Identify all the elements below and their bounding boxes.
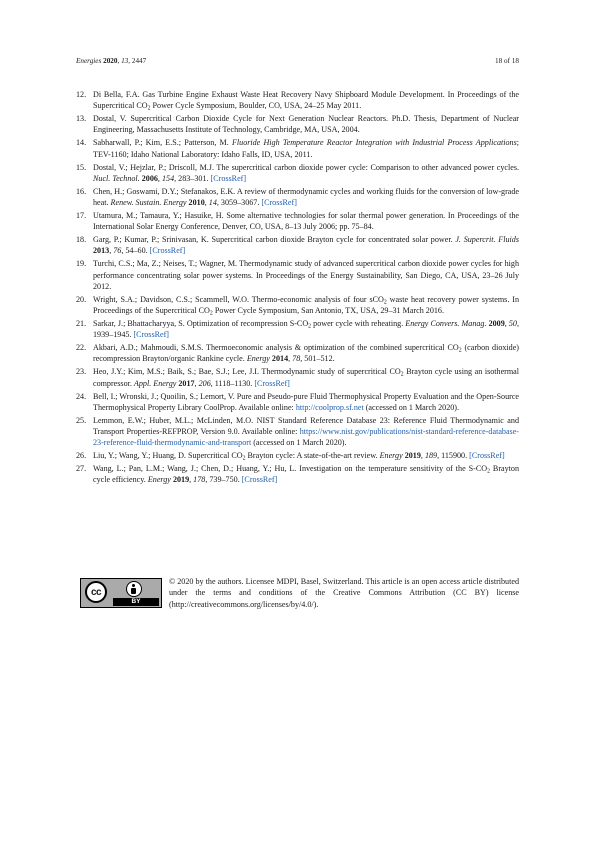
italic-text: Energy <box>147 475 171 485</box>
reference-link[interactable]: [CrossRef] <box>469 451 505 461</box>
reference-number: 23. <box>76 367 87 377</box>
italic-text: J. Supercrit. Fluids <box>455 235 519 245</box>
year-text: 2017 <box>178 378 195 388</box>
reference-text: power cycle with reheating. <box>311 318 406 328</box>
reference-item <box>76 391 519 414</box>
italic-text: 206 <box>198 378 211 388</box>
reference-text: (accessed on 1 March 2020). <box>363 402 460 412</box>
year-text: 2010 <box>188 198 205 208</box>
reference-link[interactable]: [CrossRef] <box>254 378 290 388</box>
page-header <box>76 57 519 65</box>
reference-link[interactable]: [CrossRef] <box>133 330 169 340</box>
reference-list <box>76 89 519 487</box>
reference-link[interactable]: http://coolprop.sf.net <box>295 402 364 412</box>
year-text: 2014 <box>271 354 289 364</box>
reference-text: Brayton cycle: A state-of-the-art review. <box>245 451 380 461</box>
reference-item <box>76 234 519 257</box>
reference-text: Dostal, V.; Hejzlar, P.; Driscoll, M.J. The supercritical carbon dioxide power cycle: Comparison to other advanced power cycles. <box>93 162 519 172</box>
reference-text: , 54–60. <box>121 246 150 256</box>
reference-item <box>76 415 519 449</box>
italic-text: Energy <box>246 354 270 364</box>
page-number: 18 of 18 <box>495 57 519 65</box>
reference-number: 19. <box>76 259 87 269</box>
reference-text: Chen, H.; Goswami, D.Y.; Stefanakos, E.K. A review of thermodynamic cycles and working fluids for the conversion of low-grade heat. <box>93 186 519 208</box>
reference-text: , <box>109 246 114 256</box>
cc-by-license-badge[interactable] <box>80 578 162 608</box>
journal-name: Energies <box>76 57 102 65</box>
reference-text: , <box>157 173 162 183</box>
reference-item <box>76 89 519 112</box>
reference-text: , <box>189 475 194 485</box>
subscript-text: 2 <box>308 323 312 330</box>
reference-number: 14. <box>76 138 87 148</box>
reference-number: 16. <box>76 186 87 196</box>
reference-text: (carbon dioxide) recompression Brayton/organic Rankine cycle. <box>93 343 519 364</box>
reference-text: , 501–512. <box>300 354 335 364</box>
journal-volume: 13 <box>121 57 129 65</box>
reference-text: Garg, P.; Kumar, P.; Srinivasan, K. Supercritical carbon dioxide Brayton cycle for concentrated solar power. <box>93 235 456 245</box>
license-block <box>76 576 519 612</box>
italic-text: Energy Convers. Manag. <box>405 318 487 328</box>
reference-item <box>76 210 519 233</box>
person-icon <box>126 581 142 597</box>
subscript-text: 2 <box>400 371 404 378</box>
reference-text: Power Cycle Symposium, Boulder, CO, USA, 24–25 May 2011. <box>150 101 362 111</box>
reference-number: 24. <box>76 391 87 401</box>
reference-number: 21. <box>76 318 87 328</box>
reference-text: Turchi, C.S.; Ma, Z.; Neises, T.; Wagner, M. Thermodynamic study of advanced supercritical carbon dioxide power cycles for high performance concentrating solar power systems. In Proceedings of the Energy Sustainability, San Diego, CA, USA, 23–26 July 2012. <box>93 259 519 291</box>
italic-text: Energy <box>379 451 403 461</box>
reference-number: 13. <box>76 114 87 124</box>
journal-year: 2020 <box>103 57 118 65</box>
reference-item <box>76 162 519 185</box>
year-text: 2019 <box>172 475 190 485</box>
reference-text: , <box>420 451 425 461</box>
reference-text: Power Cycle Symposium, San Antonio, TX, USA, 29–31 March 2016. <box>212 306 444 316</box>
reference-text: Wang, L.; Pan, L.M.; Wang, J.; Chen, D.; Huang, Y.; Hu, L. Investigation on the temperature sensitivity of the S-CO <box>93 464 488 474</box>
reference-item <box>76 450 519 461</box>
reference-item <box>76 186 519 209</box>
subscript-text: 2 <box>487 468 490 475</box>
italic-text: Appl. Energy <box>133 378 177 388</box>
year-text: 2013 <box>93 246 110 256</box>
journal-citation: Energies 2020, 13, 2447 <box>76 57 147 65</box>
reference-link[interactable]: [CrossRef] <box>241 475 278 485</box>
year-text: 2006 <box>141 173 158 183</box>
italic-text: Fluoride High Temperature Reactor Integration with Industrial Process Applications <box>231 138 517 148</box>
reference-text: , 283–301. <box>174 173 211 183</box>
reference-number: 25. <box>76 415 87 425</box>
subscript-text: 2 <box>242 455 246 462</box>
reference-text: Lemmon, E.W.; Huber, M.L.; McLinden, M.O. NIST Standard Reference Database 23: Reference Fluid Thermodynamic and Transport Properties-REFPROP, Version 9.0. Available online: <box>93 415 519 437</box>
reference-text: waste heat recovery power systems. In Proceedings of the Supercritical CO <box>93 294 519 316</box>
reference-text: ; TEV-1160; Idaho National Laboratory: Idaho Falls, ID, USA, 2011. <box>93 138 519 159</box>
reference-text: , 1118–1130. <box>210 378 255 388</box>
year-text: 2019 <box>404 451 421 461</box>
reference-text: Akbari, A.D.; Mahmoudi, S.M.S. Thermoeconomic analysis & optimization of the combined supercritical CO <box>93 343 459 353</box>
reference-item <box>76 294 519 317</box>
italic-text: 178 <box>193 475 206 485</box>
reference-number: 17. <box>76 210 87 220</box>
reference-text: , 739–750. <box>205 475 242 485</box>
reference-link[interactable]: [CrossRef] <box>261 198 297 208</box>
reference-text: Wright, S.A.; Davidson, C.S.; Scammell, W.O. Thermo-economic analysis of four sCO <box>93 294 384 304</box>
subscript-text: 2 <box>147 105 151 112</box>
reference-link[interactable]: [CrossRef] <box>210 173 247 183</box>
reference-item <box>76 318 519 341</box>
reference-item <box>76 366 519 389</box>
by-label: BY <box>113 598 159 606</box>
italic-text: Renew. Sustain. Energy <box>110 198 187 208</box>
italic-text: 78 <box>292 354 301 364</box>
reference-number: 20. <box>76 294 87 304</box>
italic-text: Nucl. Technol. <box>93 173 140 183</box>
reference-item <box>76 342 519 365</box>
italic-text: 14 <box>208 198 217 208</box>
reference-number: 18. <box>76 235 87 245</box>
reference-text: Di Bella, F.A. Gas Turbine Engine Exhaust Waste Heat Recovery Navy Shipboard Module Development. In Proceedings of the Supercritical CO <box>93 90 519 111</box>
reference-text: Bell, I.; Wronski, J.; Quoilin, S.; Lemort, V. Pure and Pseudo-pure Fluid Thermophysical Property Evaluation and the Open-Source Thermophysical Property Library CoolProp. Available online: <box>93 391 519 412</box>
article-number: 2447 <box>131 57 147 65</box>
reference-number: 26. <box>76 451 87 461</box>
reference-text: , <box>288 354 293 364</box>
reference-number: 22. <box>76 343 87 353</box>
reference-text: , 1939–1945. <box>93 318 519 340</box>
reference-text: Sarkar, J.; Bhattacharyya, S. Optimization of recompression S-CO <box>93 318 309 328</box>
reference-item <box>76 113 519 136</box>
italic-text: 189 <box>424 451 438 461</box>
reference-text: Liu, Y.; Wang, Y.; Huang, D. Supercritical CO <box>93 451 243 461</box>
subscript-text: 2 <box>383 299 387 306</box>
reference-number: 15. <box>76 162 87 172</box>
reference-text: , 3059–3067. <box>216 198 262 208</box>
italic-text: 76 <box>113 246 122 256</box>
subscript-text: 2 <box>458 347 462 354</box>
reference-text: Brayton cycle efficiency. <box>93 464 519 485</box>
license-text: © 2020 by the authors. Licensee MDPI, Basel, Switzerland. This article is an open access article distributed under the terms and conditions of the Creative Commons Attribution (CC BY) license (http://creativecommons.org/licenses/by/4.0/). <box>169 577 519 609</box>
creative-commons-icon: cc <box>85 581 107 603</box>
reference-link[interactable]: https://www.nist.gov/publications/nist-standard-reference-database-23-reference-fluid-thermodynamic-and-transport <box>93 427 519 448</box>
reference-item <box>76 258 519 292</box>
reference-number: 27. <box>76 464 87 474</box>
reference-text: Utamura, M.; Tamaura, Y.; Hasuike, H. Some alternative technologies for solar thermal power generation. In Proceedings of the International Solar Energy Conference, Denver, CO, USA, 8–13 July 2006; pp. 75–84. <box>93 210 519 232</box>
reference-text: Brayton cycle using an isothermal compressor. <box>93 367 519 388</box>
reference-text: (accessed on 1 March 2020). <box>251 438 347 448</box>
italic-text: 154 <box>161 173 175 183</box>
reference-text: , <box>204 198 209 208</box>
reference-text: , <box>504 318 509 328</box>
reference-text: , 115900. <box>437 451 470 461</box>
attribution-icon-box <box>113 580 159 606</box>
reference-item <box>76 137 519 160</box>
reference-number: 12. <box>76 90 87 99</box>
year-text: 2009 <box>488 318 505 328</box>
italic-text: 50 <box>508 318 517 328</box>
reference-link[interactable]: [CrossRef] <box>149 246 186 256</box>
reference-item <box>76 463 519 486</box>
subscript-text: 2 <box>209 310 213 317</box>
reference-text: , <box>194 378 199 388</box>
reference-text: Heo, J.Y.; Kim, M.S.; Baik, S.; Bae, S.J.; Lee, J.I. Thermodynamic study of supercritical CO <box>93 367 401 377</box>
reference-text: Dostal, V. Supercritical Carbon Dioxide Cycle for Next Generation Nuclear Reactors. Ph.D. Thesis, Department of Nuclear Engineering, Massachusetts Institute of Technology, Cambridge, MA, USA, 2004. <box>93 114 519 135</box>
reference-text: Sabharwall, P.; Kim, E.S.; Patterson, M. <box>93 138 232 148</box>
